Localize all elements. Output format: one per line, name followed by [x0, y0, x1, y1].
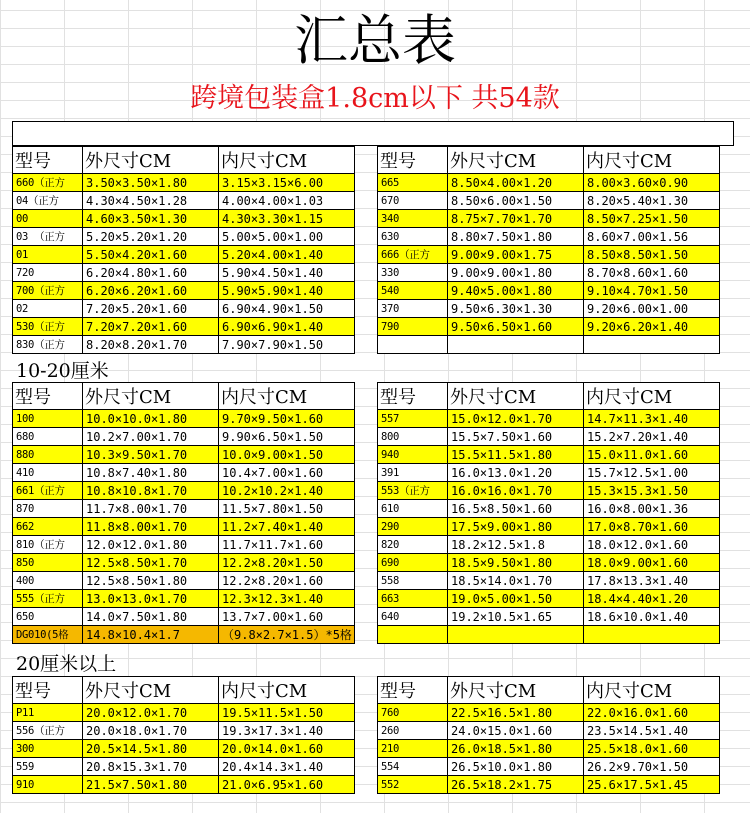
table-row	[13, 554, 355, 572]
model-cell: 330	[378, 264, 448, 282]
table-row	[13, 446, 355, 464]
inner-size-cell: 4.00×4.00×1.03	[219, 192, 355, 210]
table-row	[378, 482, 720, 500]
model-cell: 01	[13, 246, 83, 264]
outer-size-cell: 18.5×14.0×1.70	[448, 572, 584, 590]
outer-size-cell: 14.8×10.4×1.7	[83, 626, 219, 644]
outer-size-cell: 18.5×9.50×1.80	[448, 554, 584, 572]
header-model: 型号	[378, 147, 448, 174]
outer-size-cell: 15.0×12.0×1.70	[448, 410, 584, 428]
outer-size-cell: 10.8×10.8×1.70	[83, 482, 219, 500]
size-table-over-20cm-left	[12, 676, 355, 794]
model-cell: 558	[378, 572, 448, 590]
header-outer-size: 外尺寸CM	[83, 677, 219, 704]
inner-size-cell: 8.00×3.60×0.90	[584, 174, 720, 192]
inner-size-cell: 8.70×8.60×1.60	[584, 264, 720, 282]
table-row	[13, 228, 355, 246]
table-row	[13, 282, 355, 300]
outer-size-cell: 26.0×18.5×1.80	[448, 740, 584, 758]
table-row	[13, 776, 355, 794]
model-cell: 02	[13, 300, 83, 318]
table-row	[13, 428, 355, 446]
header-inner-size: 内尺寸CM	[584, 677, 720, 704]
model-cell: 210	[378, 740, 448, 758]
header-outer-size: 外尺寸CM	[83, 383, 219, 410]
outer-size-cell: 10.0×10.0×1.80	[83, 410, 219, 428]
inner-size-cell: 8.60×7.00×1.56	[584, 228, 720, 246]
outer-size-cell: 8.20×8.20×1.70	[83, 336, 219, 354]
inner-size-cell: 18.6×10.0×1.40	[584, 608, 720, 626]
table-row	[378, 722, 720, 740]
inner-size-cell: 5.90×5.90×1.40	[219, 282, 355, 300]
table-row	[13, 518, 355, 536]
outer-size-cell: 24.0×15.0×1.60	[448, 722, 584, 740]
table-row	[13, 210, 355, 228]
table-row	[13, 740, 355, 758]
model-cell: 610	[378, 500, 448, 518]
inner-size-cell: 9.20×6.00×1.00	[584, 300, 720, 318]
outer-size-cell: 5.20×5.20×1.20	[83, 228, 219, 246]
model-cell: 630	[378, 228, 448, 246]
model-cell: 661（正方	[13, 482, 83, 500]
model-cell: 300	[13, 740, 83, 758]
outer-size-cell: 20.8×15.3×1.70	[83, 758, 219, 776]
outer-size-cell: 11.8×8.00×1.70	[83, 518, 219, 536]
outer-size-cell: 9.50×6.30×1.30	[448, 300, 584, 318]
inner-size-cell: 13.7×7.00×1.60	[219, 608, 355, 626]
table-row	[378, 446, 720, 464]
table-row	[378, 608, 720, 626]
model-cell: 559	[13, 758, 83, 776]
outer-size-cell: 6.20×4.80×1.60	[83, 264, 219, 282]
model-cell: 03 （正方	[13, 228, 83, 246]
table-row	[378, 572, 720, 590]
inner-size-cell: 18.0×12.0×1.60	[584, 536, 720, 554]
outer-size-cell: 26.5×18.2×1.75	[448, 776, 584, 794]
model-cell: 400	[13, 572, 83, 590]
model-cell: 660（正方	[13, 174, 83, 192]
inner-size-cell: 10.0×9.00×1.50	[219, 446, 355, 464]
table-row	[378, 228, 720, 246]
size-table-under-10cm-left	[12, 146, 355, 354]
inner-size-cell: 3.15×3.15×6.00	[219, 174, 355, 192]
inner-size-cell: 8.50×7.25×1.50	[584, 210, 720, 228]
table-row	[378, 282, 720, 300]
inner-size-cell: 19.3×17.3×1.40	[219, 722, 355, 740]
header-inner-size: 内尺寸CM	[219, 383, 355, 410]
inner-size-cell: 20.4×14.3×1.40	[219, 758, 355, 776]
header-inner-size: 内尺寸CM	[219, 147, 355, 174]
inner-size-cell: 20.0×14.0×1.60	[219, 740, 355, 758]
header-model: 型号	[13, 383, 83, 410]
inner-size-cell: 12.2×8.20×1.60	[219, 572, 355, 590]
inner-size-cell: 5.00×5.00×1.00	[219, 228, 355, 246]
outer-size-cell: 10.2×7.00×1.70	[83, 428, 219, 446]
inner-size-cell: 5.90×4.50×1.40	[219, 264, 355, 282]
table-header-row	[13, 677, 355, 704]
table-row	[378, 704, 720, 722]
size-table-10-20cm-right	[377, 382, 720, 644]
model-cell: 540	[378, 282, 448, 300]
outer-size-cell: 7.20×7.20×1.60	[83, 318, 219, 336]
header-model: 型号	[13, 677, 83, 704]
inner-size-cell: 18.4×4.40×1.20	[584, 590, 720, 608]
outer-size-cell: 19.0×5.00×1.50	[448, 590, 584, 608]
model-cell: DG010(5格	[13, 626, 83, 644]
outer-size-cell: 26.5×10.0×1.80	[448, 758, 584, 776]
inner-size-cell: 22.0×16.0×1.60	[584, 704, 720, 722]
model-cell: 260	[378, 722, 448, 740]
model-cell: 810（正方	[13, 536, 83, 554]
inner-size-cell: 9.70×9.50×1.60	[219, 410, 355, 428]
table-row	[378, 318, 720, 336]
model-cell: 530（正方	[13, 318, 83, 336]
header-model: 型号	[378, 383, 448, 410]
outer-size-cell	[448, 626, 584, 644]
inner-size-cell	[584, 336, 720, 354]
table-row	[378, 192, 720, 210]
inner-size-cell: 16.0×8.00×1.36	[584, 500, 720, 518]
model-cell: 340	[378, 210, 448, 228]
size-table-under-10cm-right	[377, 146, 720, 354]
table-row	[13, 410, 355, 428]
header-bar	[12, 121, 734, 146]
inner-size-cell: 6.90×6.90×1.40	[219, 318, 355, 336]
inner-size-cell: 11.2×7.40×1.40	[219, 518, 355, 536]
outer-size-cell: 16.5×8.50×1.60	[448, 500, 584, 518]
outer-size-cell: 20.5×14.5×1.80	[83, 740, 219, 758]
inner-size-cell: 18.0×9.00×1.60	[584, 554, 720, 572]
model-cell: 00	[13, 210, 83, 228]
table-row	[13, 608, 355, 626]
inner-size-cell: 26.2×9.70×1.50	[584, 758, 720, 776]
model-cell: 870	[13, 500, 83, 518]
inner-size-cell: 23.5×14.5×1.40	[584, 722, 720, 740]
outer-size-cell: 8.50×6.00×1.50	[448, 192, 584, 210]
inner-size-cell: 14.7×11.3×1.40	[584, 410, 720, 428]
table-row	[13, 482, 355, 500]
size-table-10-20cm-left	[12, 382, 355, 644]
inner-size-cell: 8.50×8.50×1.50	[584, 246, 720, 264]
model-cell: 690	[378, 554, 448, 572]
size-table-over-20cm-right	[377, 676, 720, 794]
table-header-row	[378, 147, 720, 174]
header-inner-size: 内尺寸CM	[219, 677, 355, 704]
table-row	[378, 264, 720, 282]
inner-size-cell: 9.10×4.70×1.50	[584, 282, 720, 300]
outer-size-cell: 15.5×11.5×1.80	[448, 446, 584, 464]
table-row	[378, 174, 720, 192]
outer-size-cell: 5.50×4.20×1.60	[83, 246, 219, 264]
model-cell: P11	[13, 704, 83, 722]
table-row	[13, 572, 355, 590]
table-row	[13, 590, 355, 608]
model-cell: 666（正方	[378, 246, 448, 264]
model-cell: 553（正方	[378, 482, 448, 500]
model-cell: 670	[378, 192, 448, 210]
inner-size-cell: 17.0×8.70×1.60	[584, 518, 720, 536]
inner-size-cell: 4.30×3.30×1.15	[219, 210, 355, 228]
table-row	[13, 464, 355, 482]
model-cell: 555（正方	[13, 590, 83, 608]
inner-size-cell: 6.90×4.90×1.50	[219, 300, 355, 318]
inner-size-cell: 12.3×12.3×1.40	[219, 590, 355, 608]
inner-size-cell	[584, 626, 720, 644]
outer-size-cell: 11.7×8.00×1.70	[83, 500, 219, 518]
outer-size-cell: 9.00×9.00×1.80	[448, 264, 584, 282]
table-row	[378, 336, 720, 354]
inner-size-cell: 25.5×18.0×1.60	[584, 740, 720, 758]
table-row	[378, 590, 720, 608]
outer-size-cell: 14.0×7.50×1.80	[83, 608, 219, 626]
model-cell: 391	[378, 464, 448, 482]
outer-size-cell: 20.0×18.0×1.70	[83, 722, 219, 740]
inner-size-cell: 19.5×11.5×1.50	[219, 704, 355, 722]
outer-size-cell: 3.50×3.50×1.80	[83, 174, 219, 192]
outer-size-cell: 16.0×13.0×1.20	[448, 464, 584, 482]
outer-size-cell: 12.5×8.50×1.70	[83, 554, 219, 572]
model-cell: 940	[378, 446, 448, 464]
inner-size-cell: （9.8×2.7×1.5）*5格	[219, 626, 355, 644]
table-row	[13, 758, 355, 776]
model-cell: 700（正方	[13, 282, 83, 300]
inner-size-cell: 11.5×7.80×1.50	[219, 500, 355, 518]
inner-size-cell: 9.20×6.20×1.40	[584, 318, 720, 336]
table-row	[378, 518, 720, 536]
outer-size-cell: 6.20×6.20×1.60	[83, 282, 219, 300]
table-row	[13, 500, 355, 518]
model-cell	[378, 336, 448, 354]
outer-size-cell: 4.60×3.50×1.30	[83, 210, 219, 228]
outer-size-cell: 21.5×7.50×1.80	[83, 776, 219, 794]
model-cell: 556（正方	[13, 722, 83, 740]
table-row	[13, 174, 355, 192]
header-model: 型号	[378, 677, 448, 704]
outer-size-cell: 22.5×16.5×1.80	[448, 704, 584, 722]
table-header-row	[13, 147, 355, 174]
table-row	[378, 776, 720, 794]
outer-size-cell: 10.3×9.50×1.70	[83, 446, 219, 464]
model-cell: 557	[378, 410, 448, 428]
table-header-row	[13, 383, 355, 410]
outer-size-cell: 19.2×10.5×1.65	[448, 608, 584, 626]
table-row	[13, 536, 355, 554]
table-row	[378, 536, 720, 554]
outer-size-cell: 10.8×7.40×1.80	[83, 464, 219, 482]
table-row	[378, 554, 720, 572]
header-outer-size: 外尺寸CM	[448, 677, 584, 704]
table-row	[378, 246, 720, 264]
model-cell: 290	[378, 518, 448, 536]
header-outer-size: 外尺寸CM	[83, 147, 219, 174]
table-row	[13, 264, 355, 282]
table-row	[13, 626, 355, 644]
table-row	[378, 428, 720, 446]
table-row	[378, 500, 720, 518]
model-cell: 04（正方	[13, 192, 83, 210]
model-cell	[378, 626, 448, 644]
table-row	[13, 300, 355, 318]
inner-size-cell: 15.3×15.3×1.50	[584, 482, 720, 500]
inner-size-cell: 11.7×11.7×1.60	[219, 536, 355, 554]
inner-size-cell: 15.0×11.0×1.60	[584, 446, 720, 464]
header-inner-size: 内尺寸CM	[584, 147, 720, 174]
table-header-row	[378, 383, 720, 410]
outer-size-cell: 8.75×7.70×1.70	[448, 210, 584, 228]
section-label-10-20cm: 10-20厘米	[16, 360, 109, 382]
model-cell: 910	[13, 776, 83, 794]
inner-size-cell: 7.90×7.90×1.50	[219, 336, 355, 354]
outer-size-cell: 9.00×9.00×1.75	[448, 246, 584, 264]
model-cell: 663	[378, 590, 448, 608]
model-cell: 820	[378, 536, 448, 554]
model-cell: 830（正方	[13, 336, 83, 354]
page-title: 汇总表	[294, 9, 456, 72]
inner-size-cell: 15.7×12.5×1.00	[584, 464, 720, 482]
table-row	[378, 626, 720, 644]
model-cell: 665	[378, 174, 448, 192]
page-subtitle: 跨境包装盒1.8cm以下 共54款	[190, 83, 560, 114]
model-cell: 640	[378, 608, 448, 626]
outer-size-cell: 20.0×12.0×1.70	[83, 704, 219, 722]
model-cell: 880	[13, 446, 83, 464]
table-row	[13, 336, 355, 354]
outer-size-cell: 8.80×7.50×1.80	[448, 228, 584, 246]
inner-size-cell: 9.90×6.50×1.50	[219, 428, 355, 446]
section-label-over-20cm: 20厘米以上	[16, 653, 117, 675]
outer-size-cell: 16.0×16.0×1.70	[448, 482, 584, 500]
model-cell: 410	[13, 464, 83, 482]
outer-size-cell	[448, 336, 584, 354]
header-inner-size: 内尺寸CM	[584, 383, 720, 410]
table-header-row	[378, 677, 720, 704]
model-cell: 650	[13, 608, 83, 626]
table-row	[378, 758, 720, 776]
outer-size-cell: 15.5×7.50×1.60	[448, 428, 584, 446]
outer-size-cell: 4.30×4.50×1.28	[83, 192, 219, 210]
outer-size-cell: 18.2×12.5×1.8	[448, 536, 584, 554]
model-cell: 850	[13, 554, 83, 572]
table-row	[13, 318, 355, 336]
inner-size-cell: 25.6×17.5×1.45	[584, 776, 720, 794]
inner-size-cell: 17.8×13.3×1.40	[584, 572, 720, 590]
table-row	[13, 704, 355, 722]
header-outer-size: 外尺寸CM	[448, 147, 584, 174]
header-outer-size: 外尺寸CM	[448, 383, 584, 410]
model-cell: 760	[378, 704, 448, 722]
model-cell: 680	[13, 428, 83, 446]
inner-size-cell: 21.0×6.95×1.60	[219, 776, 355, 794]
table-row	[378, 300, 720, 318]
outer-size-cell: 8.50×4.00×1.20	[448, 174, 584, 192]
outer-size-cell: 17.5×9.00×1.80	[448, 518, 584, 536]
table-row	[13, 246, 355, 264]
model-cell: 370	[378, 300, 448, 318]
inner-size-cell: 5.20×4.00×1.40	[219, 246, 355, 264]
table-row	[378, 410, 720, 428]
inner-size-cell: 10.4×7.00×1.60	[219, 464, 355, 482]
outer-size-cell: 12.0×12.0×1.80	[83, 536, 219, 554]
table-row	[378, 210, 720, 228]
model-cell: 800	[378, 428, 448, 446]
table-row	[13, 192, 355, 210]
outer-size-cell: 12.5×8.50×1.80	[83, 572, 219, 590]
outer-size-cell: 7.20×5.20×1.60	[83, 300, 219, 318]
header-model: 型号	[13, 147, 83, 174]
inner-size-cell: 12.2×8.20×1.50	[219, 554, 355, 572]
outer-size-cell: 9.40×5.00×1.80	[448, 282, 584, 300]
model-cell: 790	[378, 318, 448, 336]
model-cell: 554	[378, 758, 448, 776]
model-cell: 552	[378, 776, 448, 794]
model-cell: 720	[13, 264, 83, 282]
outer-size-cell: 9.50×6.50×1.60	[448, 318, 584, 336]
model-cell: 100	[13, 410, 83, 428]
inner-size-cell: 10.2×10.2×1.40	[219, 482, 355, 500]
table-row	[378, 740, 720, 758]
model-cell: 662	[13, 518, 83, 536]
outer-size-cell: 13.0×13.0×1.70	[83, 590, 219, 608]
inner-size-cell: 15.2×7.20×1.40	[584, 428, 720, 446]
inner-size-cell: 8.20×5.40×1.30	[584, 192, 720, 210]
table-row	[378, 464, 720, 482]
table-row	[13, 722, 355, 740]
